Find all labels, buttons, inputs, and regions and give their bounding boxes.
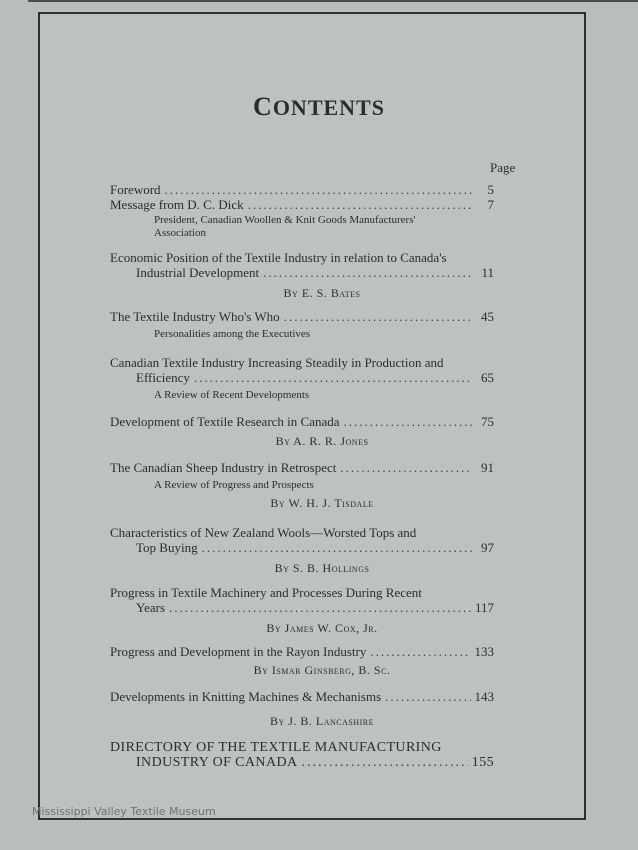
- toc-entry-whos-who: The Textile Industry Who's Who ..... 45 Personalities among the Executives: [110, 309, 494, 341]
- toc-entry-message: Message from D. C. Dick ..... 7 President, Canadian Woollen & Knit Goods Manufacturers' Association: [110, 197, 494, 240]
- entry-subtitle: President, Canadian Woollen & Knit Goods Manufacturers': [154, 214, 416, 226]
- toc-entry-sheep-industry: The Canadian Sheep Industry in Retrospect ..... 91 A Review of Progress and Prospects By W. H. J. Tisdale: [110, 460, 494, 511]
- toc-entry-economic-position: Economic Position of the Textile Industry in relation to Canada's Industrial Development ..... 11 By E. S. Bates: [110, 250, 494, 301]
- entry-subtitle: Personalities among the Executives: [154, 328, 311, 340]
- entry-subtitle: A Review of Recent Developments: [154, 389, 310, 401]
- entry-author: By S. B. Hollings: [274, 561, 370, 575]
- toc-entry-increasing-steadily: Canadian Textile Industry Increasing Steadily in Production and Efficiency ..... 65 A Review of Recent Developments: [110, 355, 494, 402]
- entry-author: By James W. Cox, Jr.: [266, 621, 378, 635]
- entry-author: By J. B. Lancashire: [269, 714, 375, 728]
- entry-author: By E. S. Bates: [283, 286, 361, 300]
- toc-entry-textile-machinery: Progress in Textile Machinery and Processes During Recent Years ..... 117 By James W. Cox, Jr.: [110, 585, 494, 636]
- entry-subtitle: Association: [154, 227, 206, 239]
- entry-subtitle: A Review of Progress and Prospects: [154, 479, 314, 491]
- entry-author: By W. H. J. Tisdale: [270, 496, 374, 510]
- page-title: CONTENTS: [253, 92, 385, 121]
- page-column-label: Page: [490, 160, 516, 175]
- toc-entry-textile-research: Development of Textile Research in Canada ..... 75 By A. R. R. Jones: [110, 414, 494, 449]
- entry-author: By A. R. R. Jones: [275, 434, 369, 448]
- toc-entry-directory: DIRECTORY OF THE TEXTILE MANUFACTURING INDUSTRY OF CANADA ..... 155: [110, 740, 494, 770]
- toc-entry-knitting-machines: Developments in Knitting Machines & Mechanisms ..... 143 By J. B. Lancashire: [110, 689, 494, 729]
- museum-watermark: Mississippi Valley Textile Museum: [32, 805, 216, 818]
- entry-author: By Ismar Ginsberg, B. Sc.: [253, 663, 391, 677]
- top-rule: [28, 0, 638, 2]
- toc-entry-rayon-industry: Progress and Development in the Rayon Industry ..... 133 By Ismar Ginsberg, B. Sc.: [110, 644, 494, 678]
- toc-entry-new-zealand-wools: Characteristics of New Zealand Wools—Worsted Tops and Top Buying ..... 97 By S. B. Hollings: [110, 525, 494, 576]
- toc-entry-foreword: Foreword ..... 5: [110, 182, 494, 197]
